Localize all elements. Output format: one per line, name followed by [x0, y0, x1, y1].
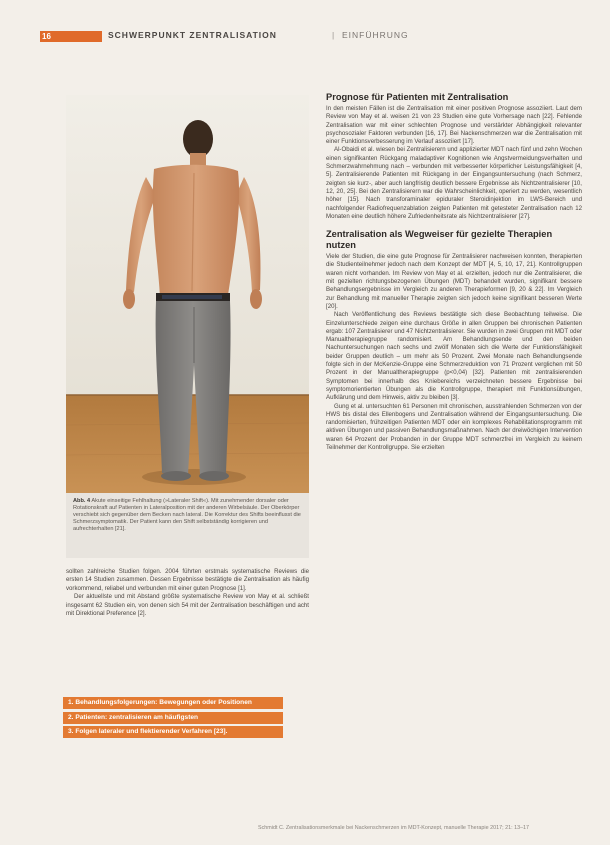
page-header — [40, 30, 580, 44]
left-paragraph: sollten zahlreiche Studien folgen. 2004 führten erstmals systematische Reviews die ersten 14 Studien zusammen. Dessen Ergebnisse bestätigte die Zentralisation als häufig vorkommend, reliabel und verbunden mit einer guten Prognose [1]. — [66, 568, 309, 592]
paragraph: Viele der Studien, die eine gute Prognose für Zentralisierer nachweisen konnten, therapierten die Studienteilnehmer jedoch nach dem Konzept der MDT [4, 5, 10, 17, 21]. Kontrollgruppen waren nicht vorhanden. Im Review von May et al. erzielten, jedoch nur die Zentralisierer, die mit gezielten richtungsbezogenen Übungen (MDT) behandelt wurden, signifikant bessere Behandlungsergebnisse im Vergleich zu anderen Therapieformen [9, 20 & 22]. Im Vergleich zur Behandlung mit manueller Therapie zeigten sich jedoch keine signifikant besseren Werte [20]. — [326, 253, 582, 310]
highlight-item: 2. Patienten: zentralisieren am häufigsten — [63, 712, 283, 724]
highlight-item: 3. Folgen lateraler und flektierender Verfahren [23]. — [63, 726, 283, 738]
highlight-list — [63, 697, 283, 741]
patient-photo — [66, 95, 309, 493]
paragraph: Gung et al. untersuchten 61 Personen mit chronischen, ausstrahlenden Schmerzen von der HWS bis distal des Ellenbogens und Zentralisation während der Eingangsuntersuchung. Die randomisierten, frühzeitigen Patienten MDT oder ein komplexes Rehabilitationsprogramm mit aktiven Übungen und passiven Behandlungsmaßnahmen. Nach der dreiwöchigen Intervention waren 64 Prozent der Probanden in der Gruppe MDT schmerzfrei im Vergleich zu keinem Teilnehmer der Kontrollgruppe. Sie erzielten — [326, 402, 582, 451]
left-paragraph: Der aktuellste und mit Abstand größte systematische Review von May et al. schließt insgesamt 62 Studien ein, von denen sich 54 mit der Zentralisation beschäftigen und acht mit Direktional Preference [2]. — [66, 593, 309, 618]
figure-caption — [66, 493, 309, 558]
paragraph: In den meisten Fällen ist die Zentralisation mit einer positiven Prognose assoziiert. Laut dem Review von May et al. weisen 21 von 23 Studien eine gute Vorhersage nach [22]. Fehlende Zentralisation war mit einer schlechten Prognose und verstärkter Abhängigkeit relevanter psychosozialer Faktoren verbunden [16, 17]. Bei Nackenschmerzen war die Zentralisation mit einer Funktionsverbesserung im Verlauf assoziiert [17]. — [326, 105, 582, 146]
page-number: 16 — [40, 31, 102, 42]
heading-wegweiser: Zentralisation als Wegweiser für gezielte Therapien nutzen — [326, 229, 553, 251]
highlight-item: 1. Behandlungsfolgerungen: Bewegungen oder Positionen — [63, 697, 283, 709]
section-subtitle: EINFÜHRUNG — [342, 30, 409, 40]
paragraph: Nach Veröffentlichung des Reviews bestätigte sich diese Beobachtung teilweise. Die Einzelunterschiede zeigen eine durchaus Größe in allen Gruppen bei chronischen Patienten ergab: 107 Zentralisierer und 47 Nichtzentralisierer. Sie wurden in zwei Gruppen mit MDT oder Manualtherapiegruppe randomisiert. Am Behandlungsende und den beiden Nachuntersuchungen nach sechs und zwölf Monaten sich die Werte der Funktionsfähigkeit beider Gruppen deutlich – um mehr als 50 Prozent. Zwei Monate nach Behandlungsende folgte sich in der McKenzie-Gruppe eine Schmerzreduktion von 71 Prozent verglichen mit 50 Prozent in der Manualtherapiegruppe (p<0,04) [32]. Patienten mit zentralisierenden Symptomen bei innerhalb des Kniebereichs verzeichneten bessere Ergebnisse bei symptomorientierten Übungen als die Kontrollgruppe, therapiert mit Funktionsübungen, Aufklärung und dem Hinweis, aktiv zu bleiben [3]. — [326, 311, 582, 402]
caption-text: Akute einseitige Fehlhaltung (»Lateraler Shift«). Mit zunehmender dorsaler oder Rotationskraft auf Patienten in Lateralposition mit der anderen Wirbelsäule. Der Oberkörper verschiebt sich gegenüber dem Becken nach lateral. Die Korrektur des Shifts beeinflusst die Schmerzsymptomatik. Der Patient kann den Shift selbstständig korrigieren und aufrechterhalten [21]. — [73, 498, 301, 533]
heading-prognose: Prognose für Patienten mit Zentralisation — [326, 92, 509, 102]
section-title: SCHWERPUNKT ZENTRALISATION — [108, 30, 277, 40]
left-column-text — [66, 568, 309, 618]
header-separator: | — [332, 30, 335, 40]
caption-label: Abb. 4 — [73, 498, 91, 504]
page-footer: Schmidt C. Zentralisationsmerkmale bei Nackenschmerzen im MDT-Konzept, manuelle Therapie 2017; 21: 13–17 — [258, 825, 530, 831]
right-column-text — [326, 92, 582, 452]
paragraph: Al-Obaidi et al. wiesen bei Zentralisierern und applizierter MDT nach fünf und zehn Wochen einen signifikanten Rückgang maladaptiver Kognitionen wie Angstvermeidungsverhalten und Schmerzwahrnehmung nach – verbunden mit verbesserter körperlicher Leistungsfähigkeit [4, 5]. Zentralisierende Patienten mit Rückgang in der Eingangsuntersuchung (nach Schmerz, zeigten sie kurz-, aber auch langfristig deutlich bessere Ergebnisse als Nichtzentralisierer [10, 12, 20, 25]. Bei den Zentralisierern war die Wahrscheinlichkeit, operiert zu werden, wesentlich höher [15]. Nach transforaminaler epiduraler Steroidinjektion im LWS-Bereich und nachfolgender Radiofrequenzablation zeigten Patienten mit getesteter Zentralisation nach 12 Monaten eine deutlich höhere Zufriedenheitsrate als Nichtzentralisierer [27]. — [326, 146, 582, 220]
